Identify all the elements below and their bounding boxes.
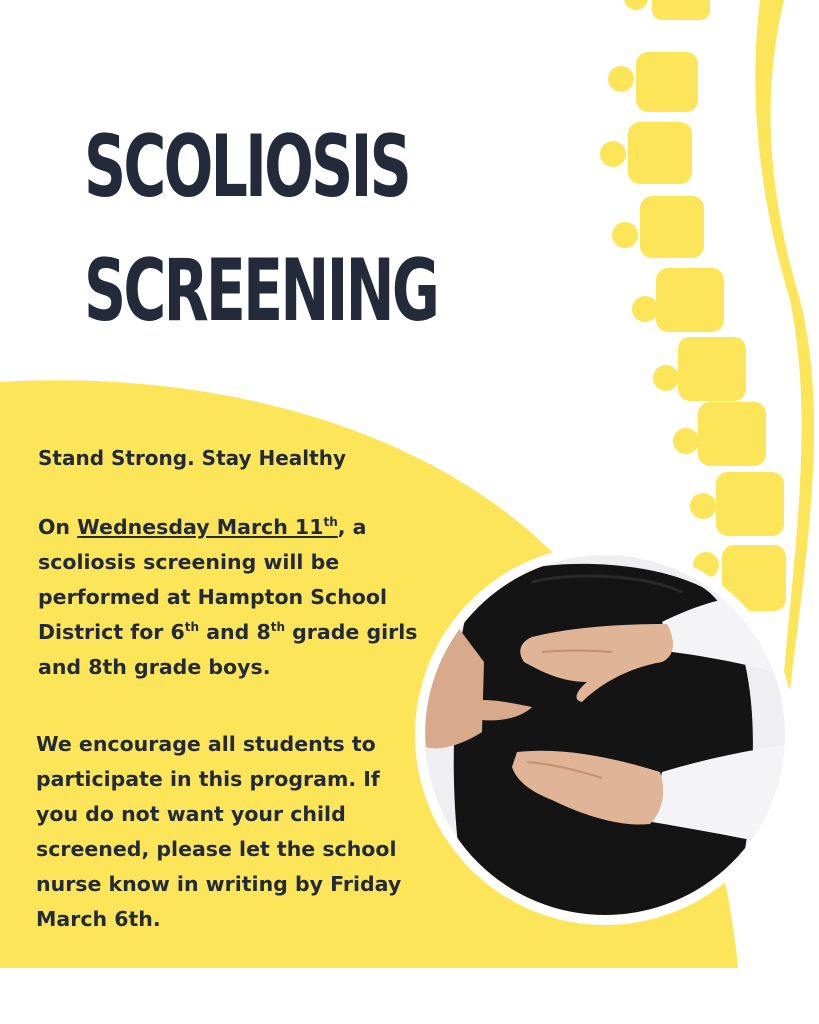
screening-announcement — [38, 510, 438, 685]
encouragement-text: We encourage all students to participate in this program. If you do not want your child screened, please let the school nurse know in writing by Friday March 6th. — [36, 732, 402, 931]
announcement-part1: , a scoliosis screening will be performed at Hampton School District for 6 — [38, 515, 387, 644]
screening-date — [77, 515, 338, 539]
grade8-suffix: th — [270, 620, 285, 634]
announcement-part2: and 8 — [199, 620, 271, 644]
screening-date-text: Wednesday March 11 — [77, 515, 324, 539]
grade6-suffix: th — [184, 620, 200, 634]
announcement-part3: grade girls and 8th grade boys. — [38, 620, 418, 679]
tagline: Stand Strong. Stay Healthy — [38, 446, 346, 470]
screening-date-suffix: th — [323, 515, 338, 529]
title-line-1: SCOLIOSIS — [84, 117, 410, 217]
screening-photo — [412, 542, 798, 928]
announcement-prefix: On — [38, 515, 78, 539]
title-line-2: SCREENING — [84, 241, 438, 341]
